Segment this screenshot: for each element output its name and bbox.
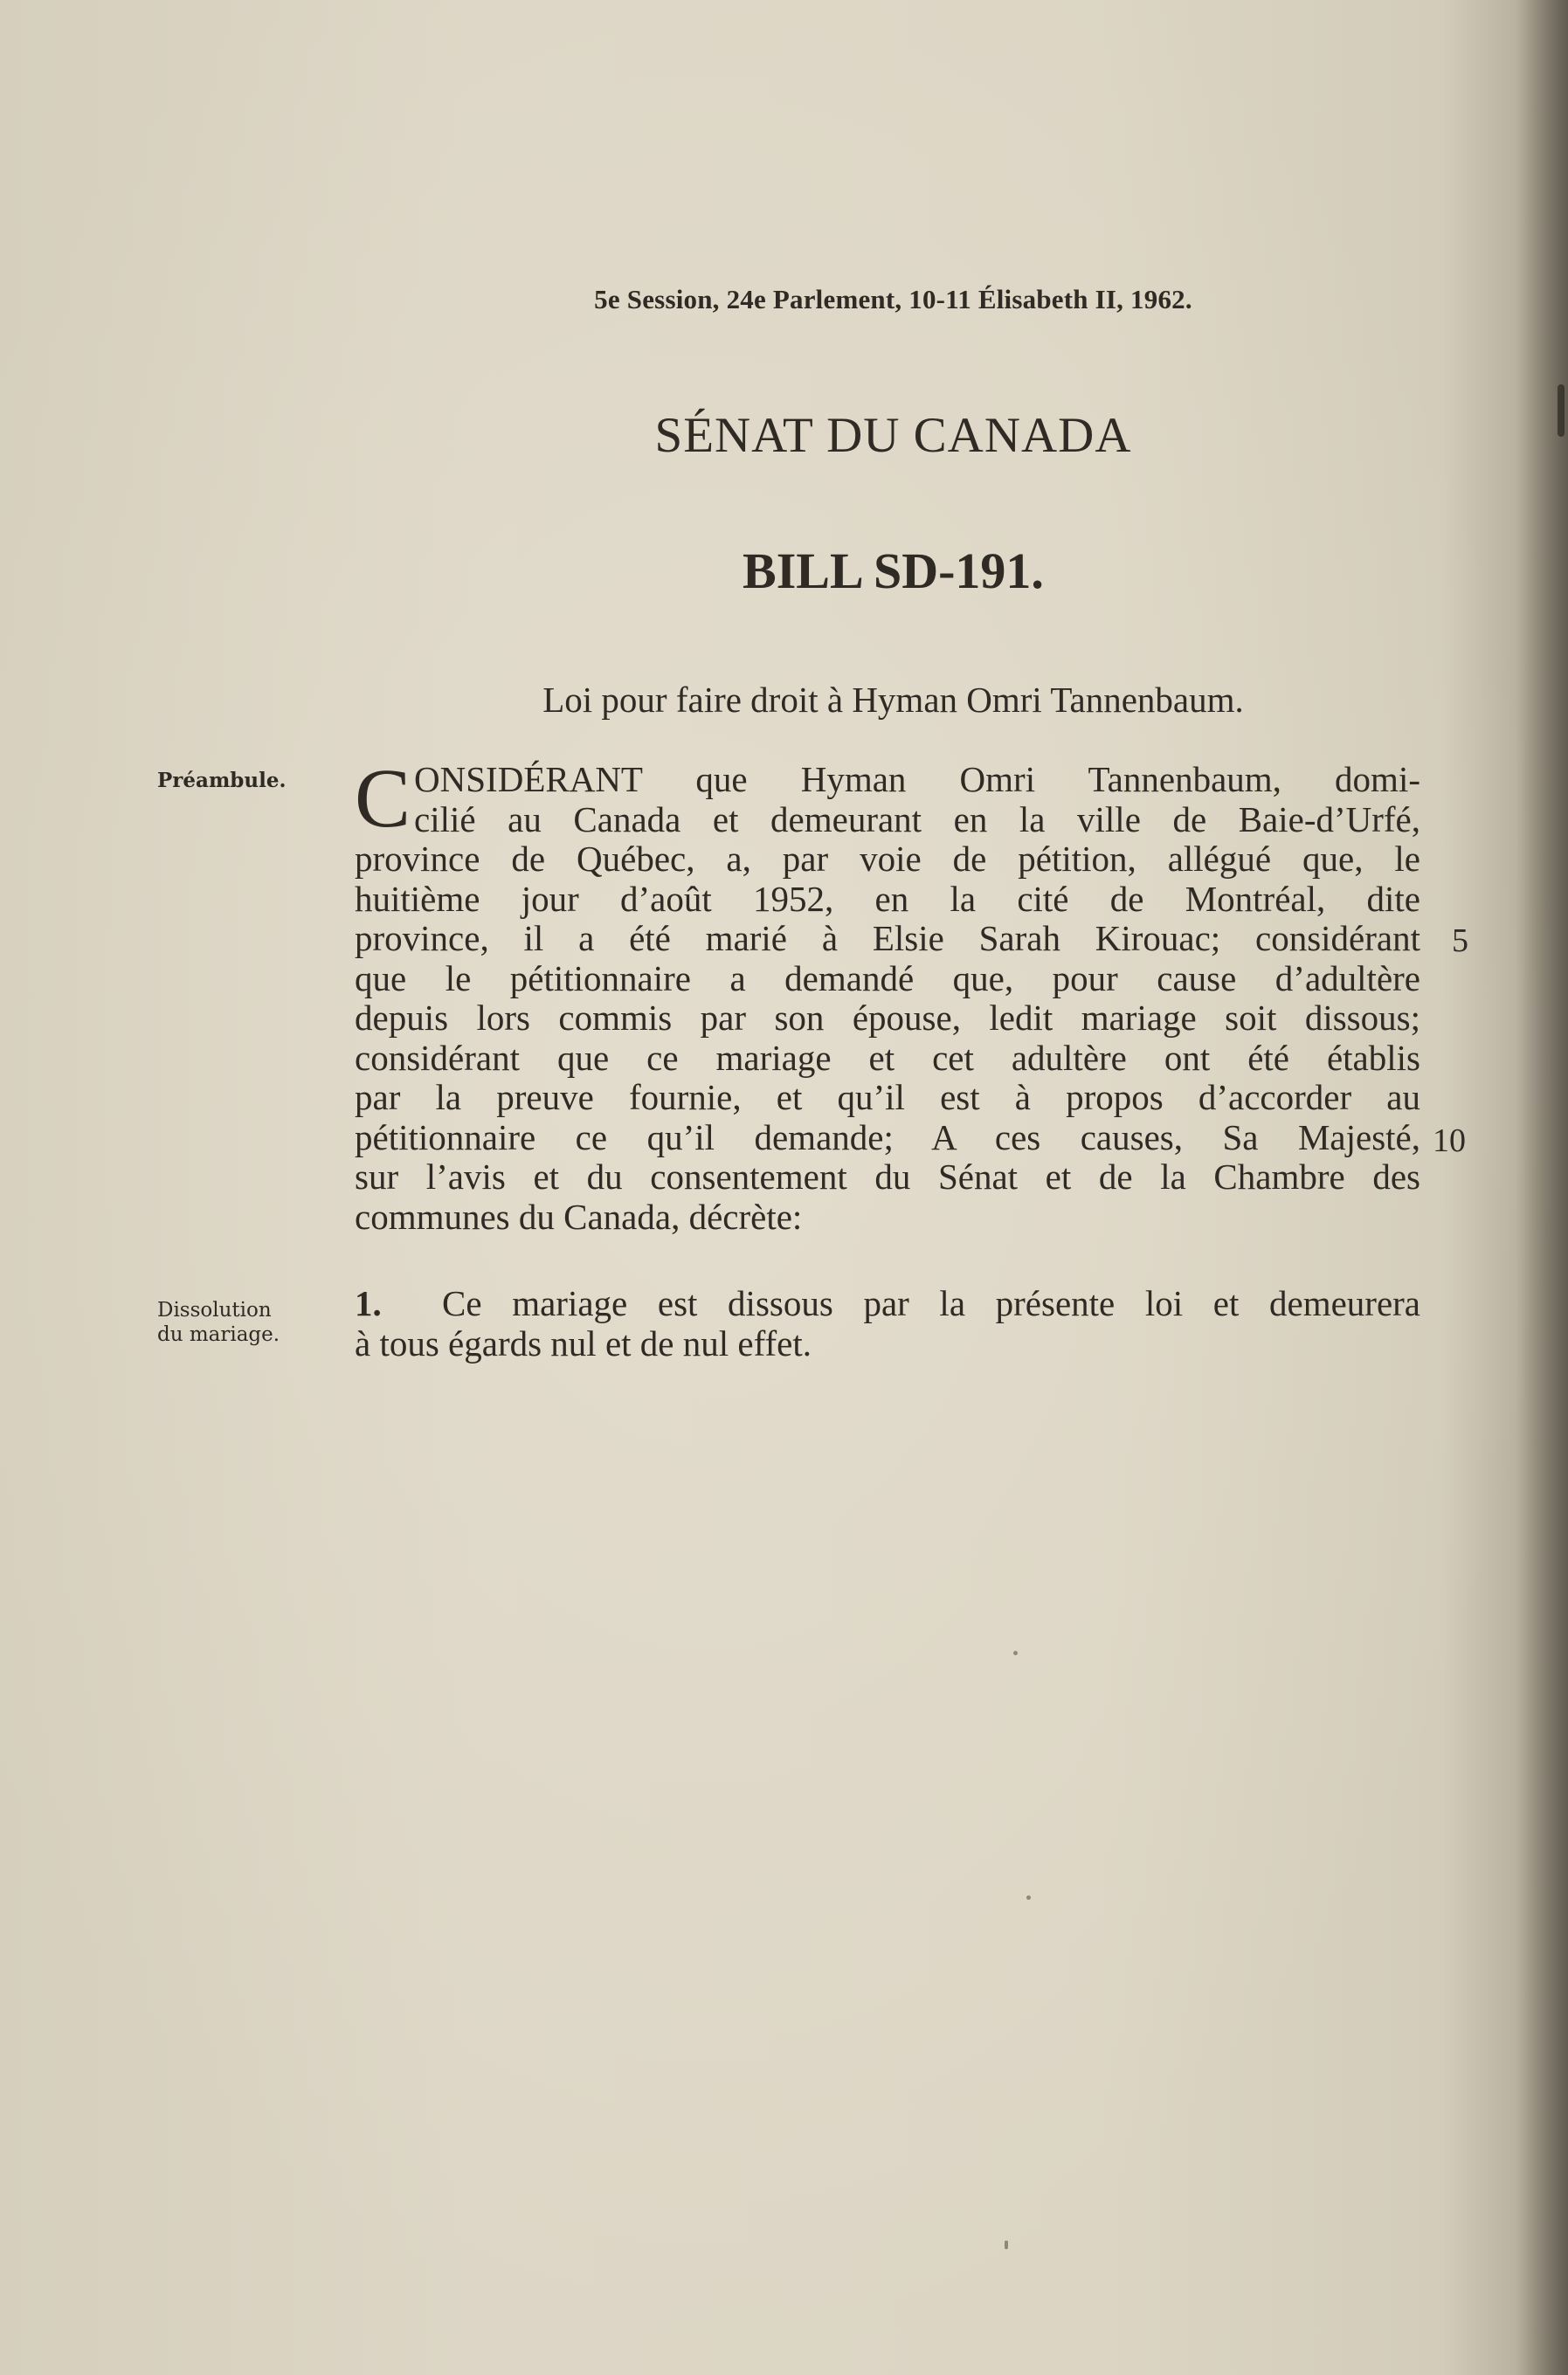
- drop-cap: C: [355, 751, 411, 845]
- bill-short-title: Loi pour faire droit à Hyman Omri Tannenbaum.: [542, 680, 1244, 720]
- preamble-line: par la preuve fournie, et qu’il est à propos d’accorder au: [355, 1077, 1420, 1117]
- section-1-text: Ce mariage est dissous par la présente loi et demeurera: [442, 1283, 1421, 1323]
- preamble-line: pétitionnaire ce qu’il demande; A ces causes, Sa Majesté,: [355, 1116, 1420, 1157]
- section-1-paragraph: [355, 1284, 1420, 1364]
- page-edge-shadow: [1516, 0, 1568, 2375]
- preamble-line: que le pétitionnaire a demandé que, pour cause d’adultère: [355, 957, 1420, 998]
- preamble-line: sur l’avis et du consentement du Sénat et de la Chambre des: [355, 1156, 1420, 1197]
- preamble-line: depuis lors commis par son épouse, ledit mariage soit dissous;: [355, 998, 1420, 1038]
- section-1-line: à tous égards nul et de nul effet.: [355, 1322, 812, 1364]
- margin-note-dissolution: [157, 1298, 314, 1347]
- section-1-line: [355, 1284, 1420, 1324]
- preamble-line: communes du Canada, décrète:: [355, 1196, 803, 1237]
- margin-note-dissolution-line2: du mariage.: [157, 1323, 280, 1346]
- margin-note-preamble: Préambule.: [157, 769, 287, 792]
- line-number-5: 5: [1452, 922, 1468, 959]
- paper-speck: [1005, 2240, 1008, 2249]
- margin-note-dissolution-line1: Dissolution: [157, 1299, 272, 1322]
- chamber-title: SÉNAT DU CANADA: [654, 408, 1132, 463]
- preamble-line: considérant que ce mariage et cet adultère ont été établis: [355, 1037, 1420, 1078]
- preamble-line: cilié au Canada et demeurant en la ville de Baie-d’Urfé,: [414, 798, 1420, 839]
- session-line: 5e Session, 24e Parlement, 10-11 Élisabeth II, 1962.: [594, 284, 1192, 314]
- preamble-line: province, il a été marié à Elsie Sarah Kirouac; considérant: [355, 918, 1420, 958]
- section-number: 1.: [355, 1283, 382, 1323]
- preamble-paragraph: [355, 751, 1420, 1237]
- paper-speck: [1026, 1895, 1031, 1900]
- bill-number: BILL SD-191.: [743, 542, 1044, 599]
- paper-speck: [1013, 1651, 1018, 1655]
- preamble-line: huitième jour d’août 1952, en la cité de Montréal, dite: [355, 878, 1420, 919]
- line-number-10: 10: [1433, 1122, 1466, 1159]
- preamble-line: ONSIDÉRANT que Hyman Omri Tannenbaum, domi-: [414, 759, 1420, 799]
- preamble-line: province de Québec, a, par voie de pétition, allégué que, le: [355, 839, 1420, 879]
